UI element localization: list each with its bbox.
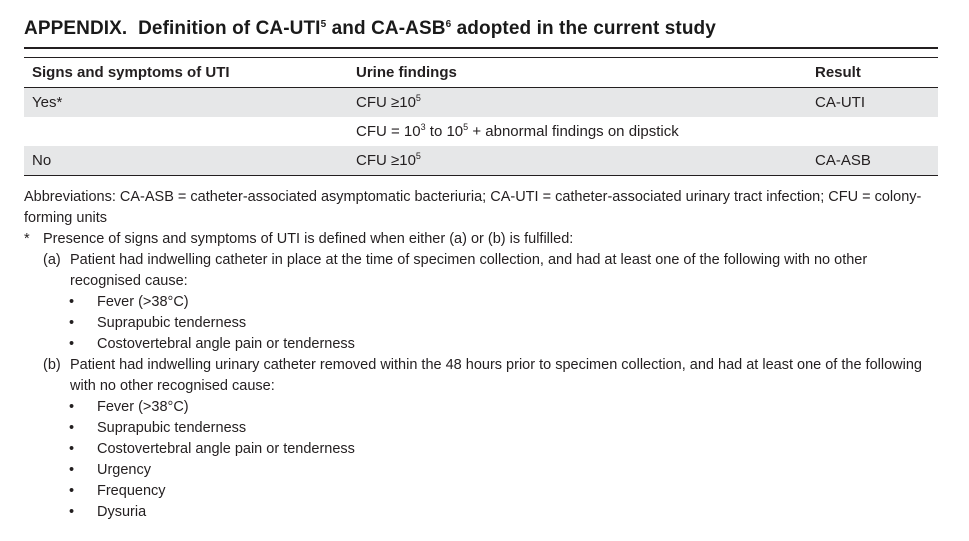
bullet-icon: • [69,441,75,457]
footnote-text: Presence of signs and symptoms of UTI is defined when either (a) or (b) is fulfilled: [43,231,574,247]
list-item-text: Costovertebral angle pain or tenderness [97,336,355,352]
list-item [51,502,942,523]
title-rule [24,47,938,49]
condition-b-list [24,397,942,523]
list-item-text: Costovertebral angle pain or tenderness [97,441,355,457]
list-item-text: Suprapubic tenderness [97,315,247,331]
condition-text: Patient had indwelling catheter in place at the time of specimen collection, and had at least one of the following with no other recognised cause: [70,252,868,289]
list-item [51,460,942,481]
title-text-2: and CA-ASB [326,18,446,39]
urine-text: + abnormal findings on dipstick [468,123,679,140]
urine-exponent: 5 [415,93,421,103]
list-item-text: Fever (>38°C) [97,294,189,310]
cell-signs: Yes* [24,88,348,118]
table-row [24,88,938,118]
list-item-text: Fever (>38°C) [97,399,189,415]
urine-text: to 10 [425,123,464,140]
list-item [51,397,942,418]
condition-a-list [24,292,942,355]
appendix-title [24,18,716,40]
abbreviations-note: Abbreviations: CA-ASB = catheter-associated asymptomatic bacteriuria; CA-UTI = catheter-associated urinary tract infection; CFU = colony-forming units [24,189,922,226]
cell-result: CA-UTI [807,88,938,118]
urine-exponent: 5 [415,151,421,161]
urine-text: CFU ≥10 [356,94,416,111]
condition-text: Patient had indwelling urinary catheter removed within the 48 hours prior to specimen collection, and had at least one of the following with no other recognised cause: [70,357,922,394]
list-item-text: Dysuria [97,504,147,520]
condition-a [24,250,942,292]
bullet-icon: • [69,462,75,478]
footnote [24,229,942,250]
cell-urine [348,146,807,176]
footnote-mark: * [24,231,30,247]
table-notes [24,187,942,523]
header-result: Result [807,58,938,88]
bullet-icon: • [69,483,75,499]
list-item [51,481,942,502]
cell-urine [348,88,807,118]
list-item-text: Suprapubic tenderness [97,420,247,436]
title-prefix: APPENDIX. [24,18,128,39]
list-item [51,313,942,334]
urine-text: CFU ≥10 [356,152,416,169]
list-item [51,418,942,439]
urine-text: CFU = 10 [356,123,421,140]
definition-table [24,57,938,176]
condition-b [24,355,942,397]
cell-urine [348,117,807,146]
bullet-icon: • [69,294,75,310]
title-ref-1: 5 [320,19,327,30]
list-item [51,439,942,460]
urine-exponent: 3 [420,122,426,132]
header-signs: Signs and symptoms of UTI [24,58,348,88]
title-text-1: Definition of CA-UTI [138,18,321,39]
title-ref-2: 6 [445,19,452,30]
title-text-3: adopted in the current study [451,18,716,39]
table-row [24,117,938,146]
cell-result: CA-ASB [807,146,938,176]
cell-signs [24,117,348,146]
condition-label: (a) [43,252,61,268]
urine-exponent: 5 [463,122,469,132]
bullet-icon: • [69,399,75,415]
list-item-text: Urgency [97,462,151,478]
bullet-icon: • [69,504,75,520]
bullet-icon: • [69,315,75,331]
header-urine: Urine findings [348,58,807,88]
bullet-icon: • [69,420,75,436]
cell-signs: No [24,146,348,176]
list-item [51,292,942,313]
list-item-text: Frequency [97,483,166,499]
cell-result [807,117,938,146]
bullet-icon: • [69,336,75,352]
condition-label: (b) [43,357,61,373]
table-header-row [24,58,938,88]
list-item [51,334,942,355]
table-row [24,146,938,176]
